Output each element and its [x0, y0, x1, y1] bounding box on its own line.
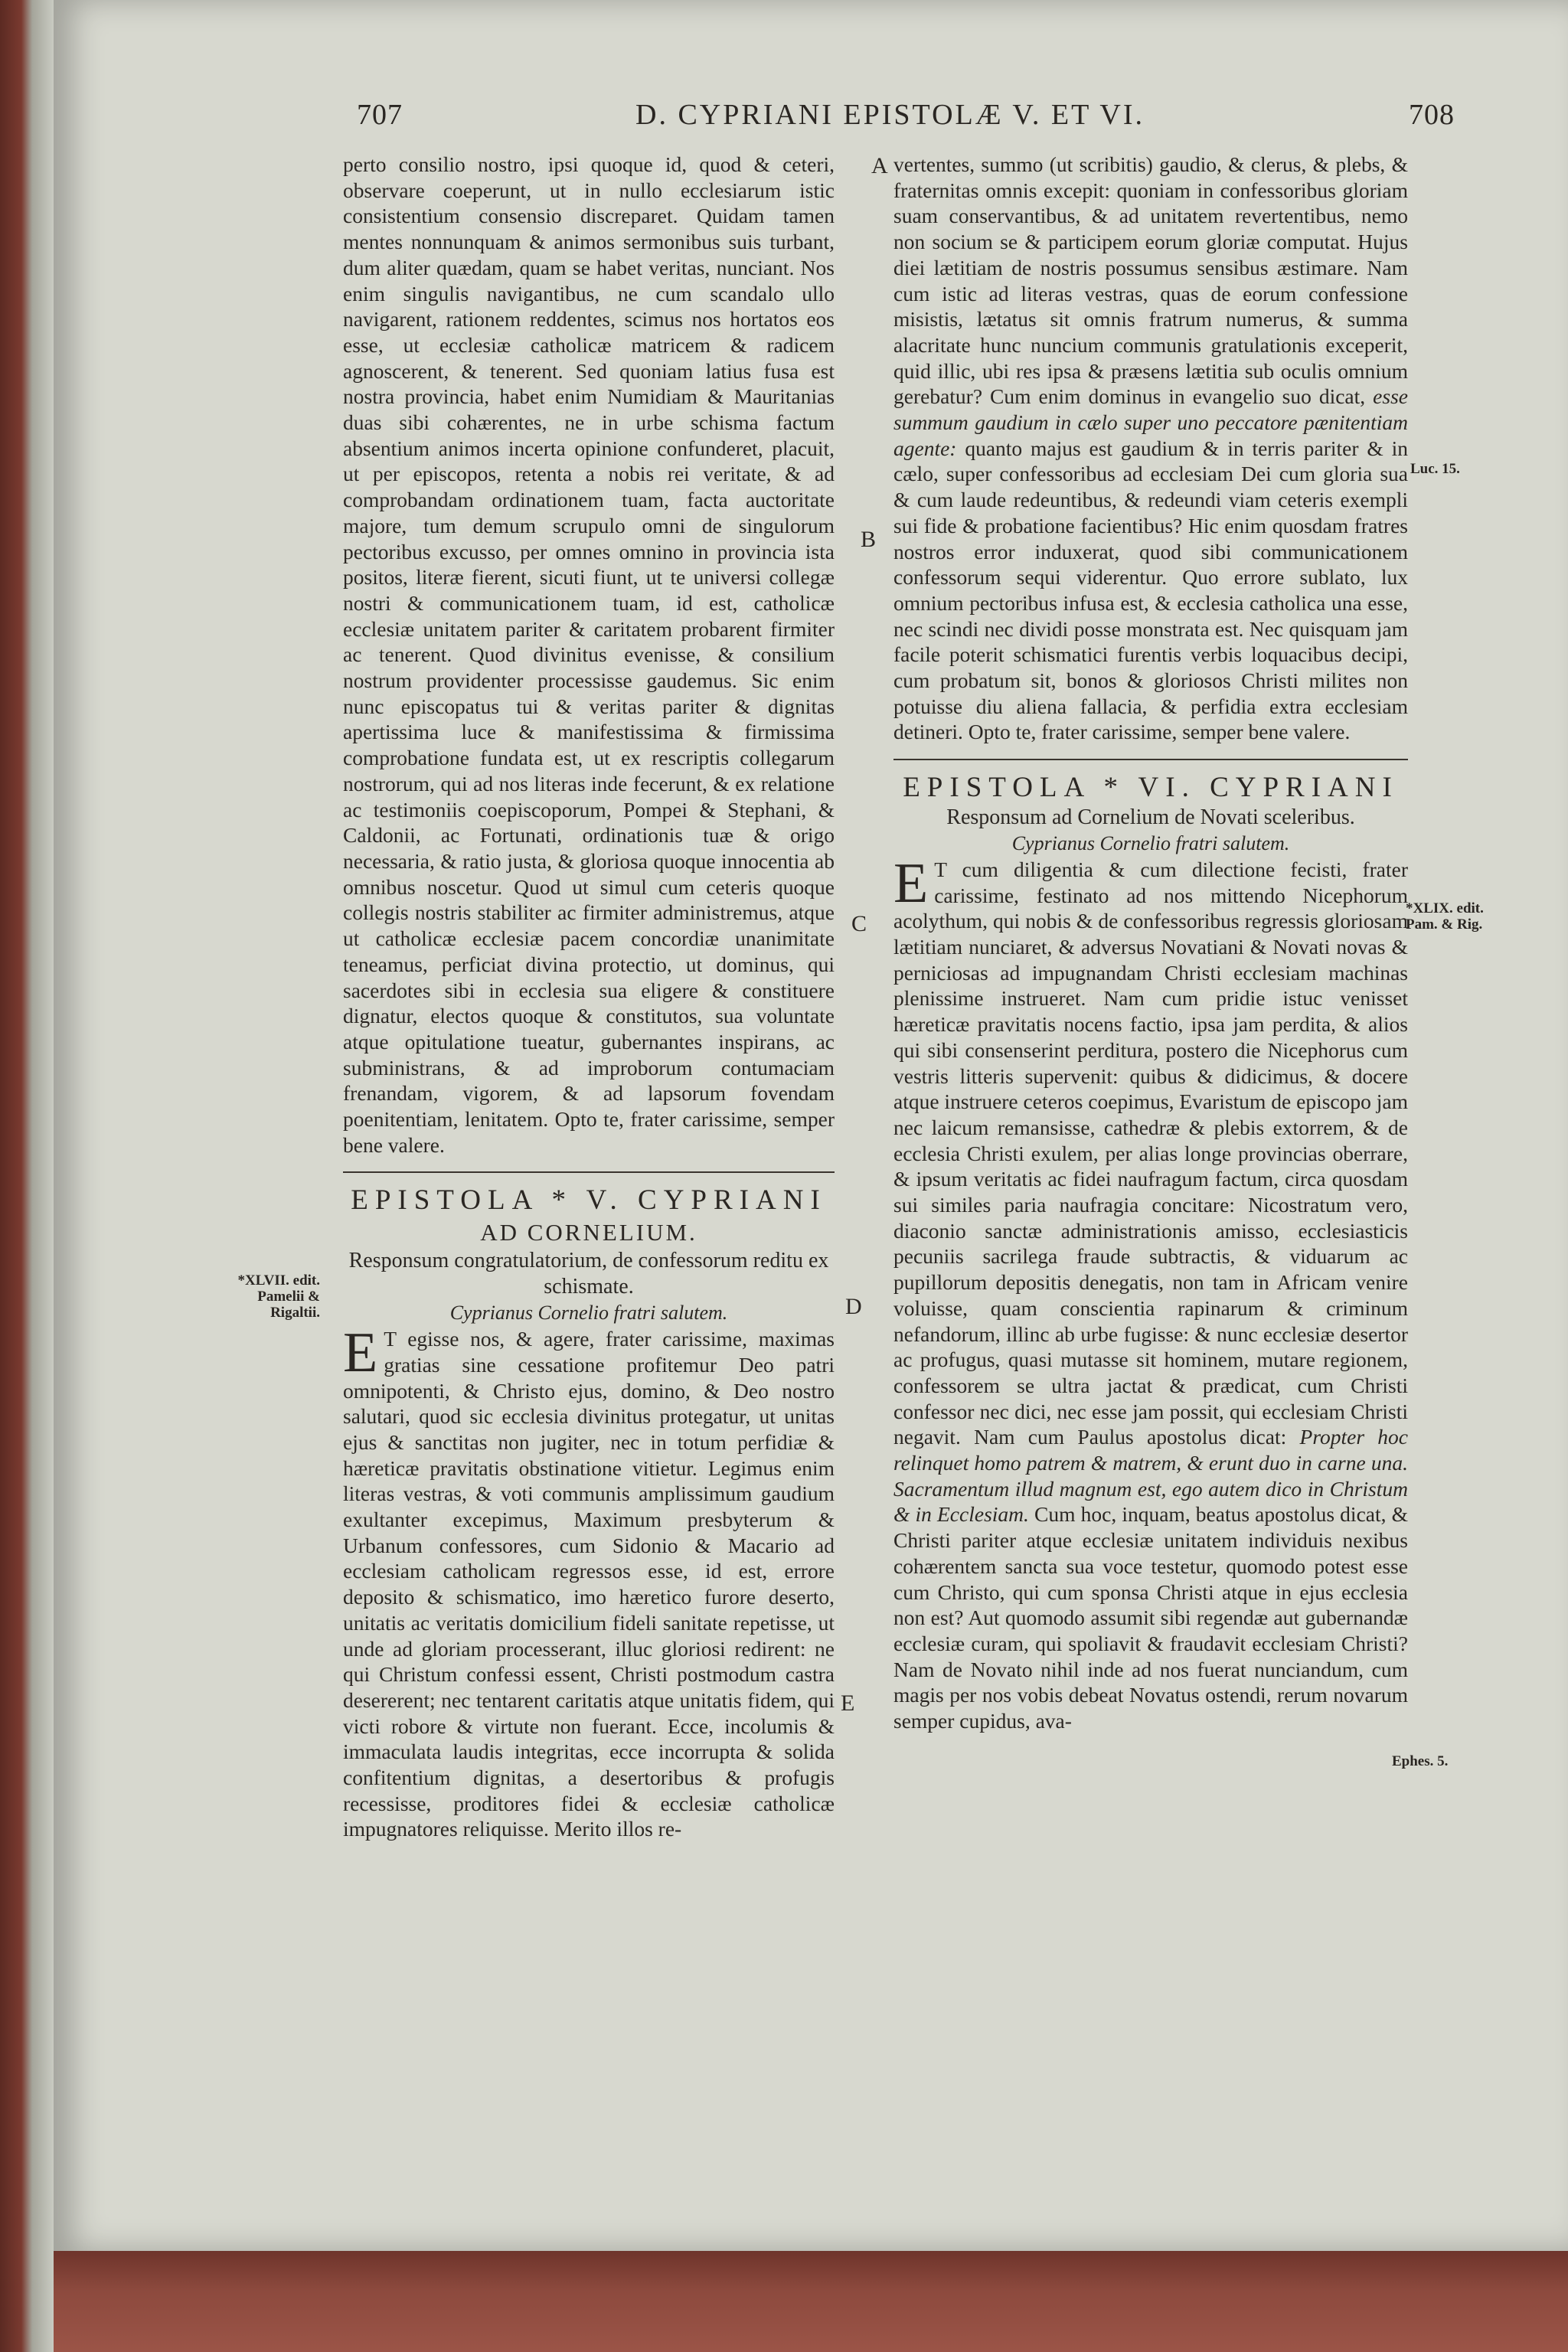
drop-cap: E [343, 1321, 378, 1385]
epistola-vi-salutation: Cyprianus Cornelio fratri salutem. [1011, 832, 1290, 855]
section-letter-a: A [871, 153, 888, 178]
drop-cap: E [893, 851, 929, 915]
epistola-vi-summary: Responsum ad Cornelium de Novati sceleribus. [946, 805, 1355, 830]
right-column [893, 152, 1408, 1734]
right-continuation [893, 152, 1408, 745]
page-number-left: 707 [357, 99, 403, 131]
margin-note-ephes: Ephes. 5. [1392, 1753, 1449, 1769]
right-continuation-text-a: vertentes, summo (ut scribitis) gaudio, & clerus, & plebs, & fraternitas omnis excepit: quoniam in confessoribus gloriam suam conservantibus, & ad unitatem revertentibus, nemo non socium se & participem eorum gloriæ computat. Hujus diei lætitiam de nostris possumus sensibus æstimare. Nam cum istic ad literas vestras, quas de eorum confessione misistis, lætatus sit omnis fratrum numerus, & summa alacritate hunc nuncium communis gratulationis exceperit, quid illic, ubi res ipsa & præsens lætitia sub oculis omnium gerebatur? Cum enim dominus in evangelio suo dicat, [893, 152, 1408, 409]
gospel-quote: esse summum gaudium in cælo super uno peccatore pænitentiam agente: [893, 384, 1408, 460]
section-letter-b: B [861, 527, 877, 552]
epistola-v-salutation: Cyprianus Cornelio fratri salutem. [449, 1302, 728, 1325]
running-title: D. CYPRIANI EPISTOLÆ V. ET VI. [635, 99, 1145, 131]
running-head [291, 98, 1455, 144]
epistola-vi-body [893, 851, 1409, 1734]
right-continuation-text-b: quanto majus est gaudium & in terris pariter & in cælo, super confessoribus ad ecclesiam Dei cum gloria sua & cum laude redeuntibus, & redeundi viam ceteris exempli sui fide & probatione facientibus? Hic enim quosdam fratres nostros error induxerat, quod sibi communicationem confessorum sequi viderentur. Quo errore sublato, lux omnium pectoribus infusa est, & ecclesia catholica una esse, nec scindi nec dividi posse monstrata est. Nec quisquam jam facile poterit schismatici furentis verbis loquacibus decipi, cum probatum sit, bonos & gloriosos Christi milites non potuisse diu aliena fallacia, & perfidia extra ecclesiam detineri. Opto te, frater carissime, semper bene valere. [893, 436, 1408, 744]
epistola-vi-heading: EPISTOLA * VI. CYPRIANI [903, 772, 1399, 804]
pauline-quote: Propter hoc relinquet homo patrem & matrem, & erunt duo in carne una. Sacramentum illud magnum est, ego autem dico in Christum & in Ecclesiam. [893, 1425, 1409, 1527]
epistola-v-summary: Responsum congratulatorium, de confessorum reditu ex schismate. [348, 1249, 829, 1299]
page-number-right: 708 [1409, 99, 1455, 131]
epistola-v-heading: EPISTOLA * V. CYPRIANI [351, 1184, 827, 1217]
margin-note-left: *XLVII. edit. Pamelii & Rigaltii. [237, 1272, 320, 1321]
divider-rule [893, 759, 1408, 760]
epistola-vi-text-a: T cum diligentia & cum dilectione fecisti, frater carissime, festinato ad nos mittendo Nicephorum acolythum, qui nobis & de confessoribus regressis gloriosam lætitiam nunciaret, & adversus Novatiani & Novati novas & perniciosas ad impugnandam Christi ecclesiam machinas plenissime instrueret. Nam cum pridie istuc venisset hæreticæ pravitatis nocens factio, ipsa jam perdita, & alios qui sibi consenserint perditura, postero die Nicephorus cum vestris litteris supervenit: quibus & didicimus, & docere atque instruere ceteros coepimus, Evaristum de episcopo jam nec laicum remansisse, cathedræ & plebis extorrem, & de ecclesia Christi exulem, per alias longe provincias oberrare, & ipsum veritatis ac fidei naufragum factum, circa quosdam sui similes paria naufragia concitare: Nicostratum vero, diaconio sanctæ administrationis amisso, ecclesiasticis pecuniis sacrilega fraude subtractis, & viduarum ac pupillorum depositis denegatis, non tam in Africam venire voluisse, quam conscientia rapinarum & criminum nefandorum, illinc ab urbe fugisse: & nunc ecclesiæ desertor ac profugus, quasi mutasse sit hominem, mutare regionem, confessorem se ultra jactat & prædicat, cum Christi confessor nec dici, nec esse jam possit, qui ecclesiam Christi negavit. Nam cum Paulus apostolus dicat: [893, 857, 1409, 1449]
epistola-v-subheading: AD CORNELIUM. [480, 1219, 697, 1246]
divider-rule [343, 1171, 835, 1173]
epistola-vi-text-b: Cum hoc, inquam, beatus apostolus dicat, & Christi pariter atque ecclesiæ unitatem individuis nexibus cohærentem sancta sua voce testetur, quomodo potest esse cum Christo, qui cum sponsa Christi atque in ejus ecclesia non est? Aut quomodo assumit sibi regendæ aut gubernandæ ecclesiæ curam, qui spoliavit & fraudavit ecclesiam Christi? Nam de Novato nihil inde ad nos fuerat nunciandum, cum magis per nos vobis debeat Novatus ostendi, rerum novarum semper cupidus, ava- [893, 1502, 1409, 1733]
left-column [343, 152, 835, 1842]
left-continuation-text: perto consilio nostro, ipsi quoque id, quod & ceteri, observare coeperunt, ut in nullo ecclesiarum istic consistentium consensio discreparet. Quidam tamen mentes nonnunquam & animos sermonibus suis turbant, dum aliter quædam, quam se habet veritas, nunciant. Nos enim singulis navigantibus, ne cum scandalo ullo navigarent, rationem reddentes, scimus nos hortatos eos esse, ut ecclesiæ catholicæ matricem & radicem agnoscerent, & tenerent. Sed quoniam latius fusa est nostra provincia, habet enim Numidiam & Mauritanias duas sibi cohærentes, ne in urbe schisma factum absentium animos incerta opinione confunderet, placuit, ut per episcopos, retenta a nobis rei veritate, & ad comprobandam ordinationem tuam, facta auctoritate majore, tum demum scrupulo omni de singulorum pectoribus excusso, per omnes omnino in provincia ista positos, literæ fierent, sicuti fiunt, ut te universi collegæ nostri & communicationem tuam, id est, catholicæ ecclesiæ unitatem pariter & caritatem probarent firmiter ac tenerent. Quod divinitus evenisse, & consilium nostrum providenter processisse gaudemus. Sic enim nunc episcopatus tui & veritas pariter & dignitas apertissima luce & manifestissima & firmissima comprobatione fundata est, ut ex rescriptis collegarum nostrorum, qui ad nos literas inde fecerunt, & ex relatione ac testimoniis coepiscoporum, Pompei & Stephani, & Caldonii, ac Fortunati, ordinationis tuæ & origo necessaria, & ratio justa, & gloriosa quoque innocentia ab omnibus noscetur. Quod ut simul cum ceteris quoque collegis nostris stabiliter ac firmiter administremus, atque ut catholicæ ecclesiæ pacem concordiæ unanimitate teneamus, perficiat divina protectio, ut dominus, qui sacerdotes sibi in ecclesia sua eligere & constituere dignatur, electos quoque & constitutos, sua voluntate atque opitulatione tueatur, gubernantes inspirans, ac subministrans, & ad improborum contumaciam frenandam, vigorem, & ad lapsorum fovendam poenitentiam, lenitatem. Opto te, frater carissime, semper bene valere. [343, 152, 835, 1157]
epistola-v-text: T egisse nos, & agere, frater carissime, maximas gratias sine cessatione profitemur Deo patri omnipotenti, & Christo ejus, domino, & Deo nostro salutari, quod sic ecclesia divinitus protegatur, ut unitas ejus & sanctitas non jugiter, nec in totum perfidiæ & hæreticæ pravitatis obstinatione vitietur. Legimus enim literas vestras, & voti communis amplissimum gaudium exultanter excepimus, Maximum presbyterum & Urbanum confessores, cum Sidonio & Macario ad ecclesiam catholicam regressos esse, id est, errore deposito & schismatico, imo hæretico furore deserto, unitatis ac veritatis domicilium fideli sanitate repetisse, ut unde ad gloriam processerant, illuc gloriosi redirent: ne qui Christum confessi essent, Christi postmodum castra desererent; nec tentarent caritatis atque unitatis fidem, qui victi robore & virtute non fuerant. Ecce, incolumis & immaculata laudis integritas, ecce incorrupta & solida confitentium dignitas, a desertoribus & profugis recessisse, proditores fidei & ecclesiæ catholicæ impugnatores reliquisse. Merito illos re- [343, 1327, 835, 1841]
book-binding [0, 0, 54, 2352]
margin-note-luc: Luc. 15. [1410, 461, 1460, 477]
section-letter-c: C [851, 911, 867, 936]
section-letter-e: E [841, 1690, 855, 1716]
margin-note-right: *XLIX. edit. Pam. & Rig. [1406, 900, 1484, 933]
section-letter-d: D [845, 1294, 862, 1319]
book-edge [54, 2251, 1568, 2352]
epistola-v-body [343, 1321, 835, 1842]
